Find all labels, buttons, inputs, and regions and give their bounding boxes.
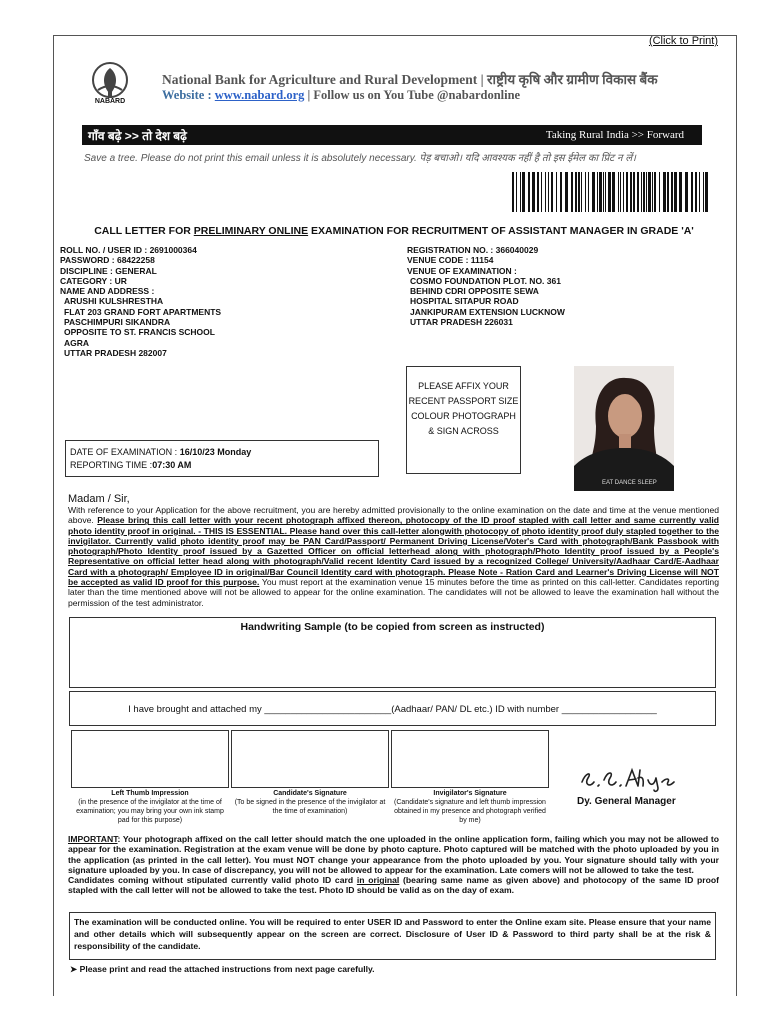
barcode-icon bbox=[510, 172, 710, 212]
save-tree-note: Save a tree. Please do not print this email unless it is absolutely necessary. पेड़ बचाओ। यदि आवश्यक नहीं है तो इस ईमेल का प्रिंट न लें। bbox=[84, 153, 636, 164]
follow-text: | Follow us on You Tube @nabardonline bbox=[307, 88, 521, 102]
arrow-icon: ➤ bbox=[70, 964, 78, 974]
officer-signature bbox=[578, 764, 678, 794]
thumb-impression-caption: Left Thumb Impression (in the presence of the invigilator at the time of examination; you may bring your own ink stamp pad for this purpose) bbox=[76, 790, 224, 824]
address-line: OPPOSITE TO ST. FRANCIS SCHOOL bbox=[64, 327, 215, 338]
password: PASSWORD : 68422258 bbox=[60, 255, 155, 266]
important-notice: IMPORTANT: Your photograph affixed on the call letter should match the one uploaded in the online application form, failing which you may not be allowed to appear for the examination. Registration at the exam venue will be done by photo capture. Photo captured will be matched with the photo uploaded by you in the application (as printed in the call letter). You must NOT change your appearance from the photo uploaded by you. Your signature should tally with your signature uploaded by you. In case of discrepancy, you will not be allowed to appear for the examination. Late comers will not be allowed to take the test. Candidates coming without stipulated currently valid photo ID card in original (bearing same name as given above) and photocopy of the same ID proof stapled with the call letter will not be allowed to take the test. Photo ID should be valid as on the day of exam. bbox=[68, 834, 719, 896]
handwriting-sample-box: Handwriting Sample (to be copied from screen as instructed) bbox=[69, 617, 716, 688]
logo-label: NABARD bbox=[94, 98, 126, 105]
website-label: Website : bbox=[162, 88, 212, 102]
thumb-impression-box bbox=[71, 730, 229, 788]
click-to-print-link[interactable]: (Click to Print) bbox=[648, 35, 718, 47]
venue-line: BEHIND CDRI OPPOSITE SEWA bbox=[410, 286, 539, 297]
registration-number: REGISTRATION NO. : 366040029 bbox=[407, 245, 539, 255]
invigilator-signature-caption: Invigilator's Signature (Candidate's signature and left thumb impression obtained in my presence and photograph verified by me) bbox=[394, 790, 546, 824]
venue-address bbox=[407, 276, 565, 327]
designation: Dy. General Manager bbox=[577, 796, 676, 807]
address-line: UTTAR PRADESH 282007 bbox=[64, 347, 167, 358]
address-line: FLAT 203 GRAND FORT APARTMENTS bbox=[64, 306, 222, 317]
id-declaration-box: I have brought and attached my ________________________(Aadhaar/ PAN/ DL etc.) ID with number __________________ bbox=[69, 691, 716, 726]
candidate-signature-box bbox=[231, 730, 389, 788]
venue-line: COSMO FOUNDATION PLOT. NO. 361 bbox=[410, 275, 561, 286]
venue-label: VENUE OF EXAMINATION : bbox=[407, 265, 517, 276]
website-link[interactable]: www.nabard.org bbox=[214, 88, 305, 102]
candidate-signature-caption: Candidate's Signature (To be signed in the presence of the invigilator at the time of examination) bbox=[234, 790, 386, 815]
candidate-photo bbox=[574, 366, 674, 491]
org-name: National Bank for Agriculture and Rural Development | राष्ट्रीय कृषि और ग्रामीण विकास बैंक bbox=[162, 72, 658, 87]
venue-line: JANKIPURAM EXTENSION LUCKNOW bbox=[410, 306, 565, 317]
address-line: AGRA bbox=[64, 337, 90, 348]
admission-paragraph: With reference to your Application for the above recruitment, you are hereby admitted provisionally to the online examination on the date and time at the venue mentioned above. Please bring this call letter with your recent photograph affixed thereon, photocopy of the ID proof stapled with call letter and same currently valid photo identity proof in original. - THIS IS ESSENTIAL. Please hand over this call-letter alongwith photocopy of photo identity proof duly stapled together to the invigilator. Currently valid photo identity proof may be PAN Card/Passport/ Permanent Driving License/Voter's Card with photograph/Bank Passbook with photograph/Photo Identity proof issued by a Gazetted Officer on official letterhead along with photograph/Photo Identity proof issued by a People's Representative on official letter head along with photograph/Valid recent Identity Card issued by a recognized College/ University/Aadhaar Card/E-Aadhaar Card with a photograph/ Employee ID in original/Bar Council Identity card with photograph. Please Note - Ration Card and Learner's Driving License will NOT be accepted as valid ID proof for this purpose. You must report at the examination venue 15 minutes before the time as printed on this call-letter. Candidates reporting later than the time mentioned above will not be allowed to appear for the online examination. The candidates will not be allowed to leave the examination hall without the permission of the test administrator. bbox=[68, 505, 719, 608]
reporting-time: REPORTING TIME :07:30 AM bbox=[70, 460, 192, 470]
banner-hindi: गाँव बढ़े >> तो देश बढ़े bbox=[88, 129, 187, 143]
address-line: ARUSHI KULSHRESTHA bbox=[64, 296, 164, 307]
candidate-details bbox=[60, 245, 221, 358]
roll-number: ROLL NO. / USER ID : 2691000364 bbox=[60, 245, 197, 255]
venue-code: VENUE CODE : 11154 bbox=[407, 255, 494, 266]
discipline: DISCIPLINE : GENERAL bbox=[60, 265, 157, 276]
website-line bbox=[162, 88, 520, 103]
tagline-banner bbox=[82, 125, 702, 145]
exam-schedule-box bbox=[65, 440, 379, 477]
address-block bbox=[60, 296, 221, 358]
name-address-label: NAME AND ADDRESS : bbox=[60, 286, 155, 297]
online-exam-note: The examination will be conducted online. You will be required to enter USER ID and Password to enter the Online exam site. Please ensure that your name and other details which will subsequently appear on the screen are correct. Disclosure of User ID & Password to third party shall be at the risk & responsibility of the candidate. bbox=[69, 912, 716, 960]
exam-date: DATE OF EXAMINATION : 16/10/23 Monday bbox=[70, 447, 252, 457]
invigilator-signature-box bbox=[391, 730, 549, 788]
banner-english: Taking Rural India >> Forward bbox=[545, 129, 684, 141]
venue-details bbox=[407, 245, 565, 327]
venue-line: HOSPITAL SITAPUR ROAD bbox=[410, 296, 519, 307]
category: CATEGORY : UR bbox=[60, 275, 127, 286]
address-line: PASCHIMPURI SIKANDRA bbox=[64, 317, 171, 328]
affix-photo-box: PLEASE AFFIX YOUR RECENT PASSPORT SIZE COLOUR PHOTOGRAPH & SIGN ACROSS bbox=[406, 366, 521, 474]
svg-text:EAT DANCE SLEEP: EAT DANCE SLEEP bbox=[602, 480, 657, 486]
call-letter-title: CALL LETTER FOR PRELIMINARY ONLINE EXAMINATION FOR RECRUITMENT OF ASSISTANT MANAGER IN GRADE 'A' bbox=[94, 225, 694, 237]
footer-instruction: ➤ Please print and read the attached instructions from next page carefully. bbox=[70, 964, 375, 974]
salutation: Madam / Sir, bbox=[68, 493, 130, 505]
venue-line: UTTAR PRADESH 226031 bbox=[410, 317, 513, 328]
